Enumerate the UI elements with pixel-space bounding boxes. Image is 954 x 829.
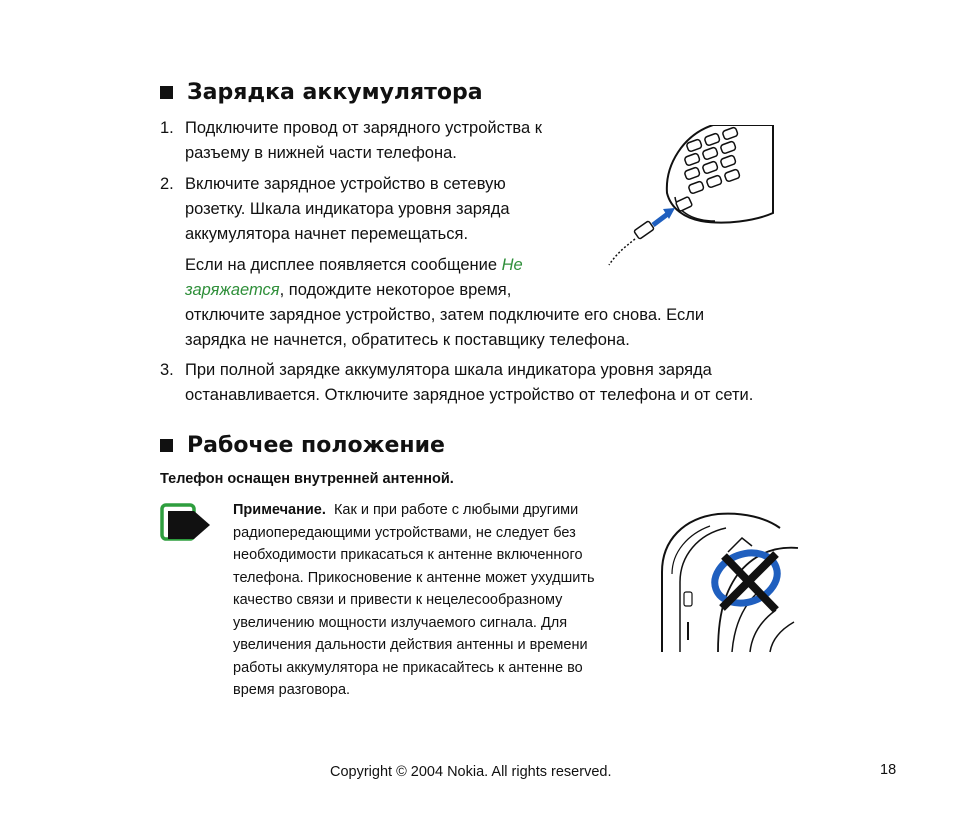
heading-square-icon — [160, 86, 173, 99]
section-heading-operating-position — [160, 433, 445, 458]
step-2-text — [185, 172, 510, 247]
text-line: радиопередающими устройствами, не следует без — [233, 524, 576, 541]
step-number: 3. — [160, 361, 174, 379]
text-line: время разговора. — [233, 682, 351, 698]
text-line: розетку. Шкала индикатора уровня заряда — [185, 200, 510, 218]
note-label: Примечание. — [233, 502, 326, 518]
section-title: Зарядка аккумулятора — [187, 80, 483, 105]
text-line: увеличения дальности действия антенны и времени — [233, 637, 588, 653]
text-fragment: Как и при работе с любыми другими — [333, 502, 579, 518]
display-message: заряжается — [185, 281, 280, 299]
note-icon — [160, 503, 214, 543]
text-line: При полной зарядке аккумулятора шкала индикатора уровня заряда — [185, 361, 712, 379]
text-line: Включите зарядное устройство в сетевую — [185, 175, 506, 193]
text-line: увеличению мощности излучаемого сигнала. Для — [233, 614, 568, 631]
text-line — [185, 278, 704, 303]
text-line — [233, 499, 633, 522]
section-title: Рабочее положение — [187, 433, 445, 458]
text-line: необходимости прикасаться к антенне включенного — [233, 547, 583, 563]
text-line: телефона. Прикосновение к антенне может ухудшить — [233, 569, 595, 586]
text-line: отключите зарядное устройство, затем подключите его снова. Если — [185, 306, 705, 324]
text-fragment: , подождите некоторое время, — [279, 281, 512, 299]
step-number: 1. — [160, 119, 174, 137]
text-line: качество связи и привести к нецелесообразному — [233, 592, 563, 608]
text-fragment: Если на дисплее появляется сообщение — [185, 256, 502, 274]
text-line: останавливается. Отключите зарядное устройство от телефона и от сети. — [185, 386, 754, 404]
section-subtitle: Телефон оснащен внутренней антенной. — [160, 471, 454, 487]
text-line: зарядка не начнется, обратитесь к поставщику телефона. — [185, 331, 630, 349]
page-number: 18 — [880, 762, 897, 778]
heading-square-icon — [160, 439, 173, 452]
text-line: работы аккумулятора не прикасайтесь к антенне во — [233, 659, 583, 676]
step-number: 2. — [160, 175, 174, 193]
step-1-text — [185, 116, 542, 166]
antenna-no-touch-illustration-icon — [658, 512, 800, 654]
section-heading-charging — [160, 80, 483, 105]
step-3-text — [185, 358, 753, 408]
note-block — [233, 499, 633, 702]
copyright-text: Copyright © 2004 Nokia. All rights reserved. — [330, 764, 612, 780]
text-line: разъему в нижней части телефона. — [185, 144, 457, 162]
display-message: Не — [501, 256, 523, 274]
text-line: Подключите провод от зарядного устройства к — [185, 119, 542, 137]
text-line: аккумулятора начнет перемещаться. — [185, 225, 469, 243]
phone-charger-illustration-icon — [605, 125, 775, 270]
